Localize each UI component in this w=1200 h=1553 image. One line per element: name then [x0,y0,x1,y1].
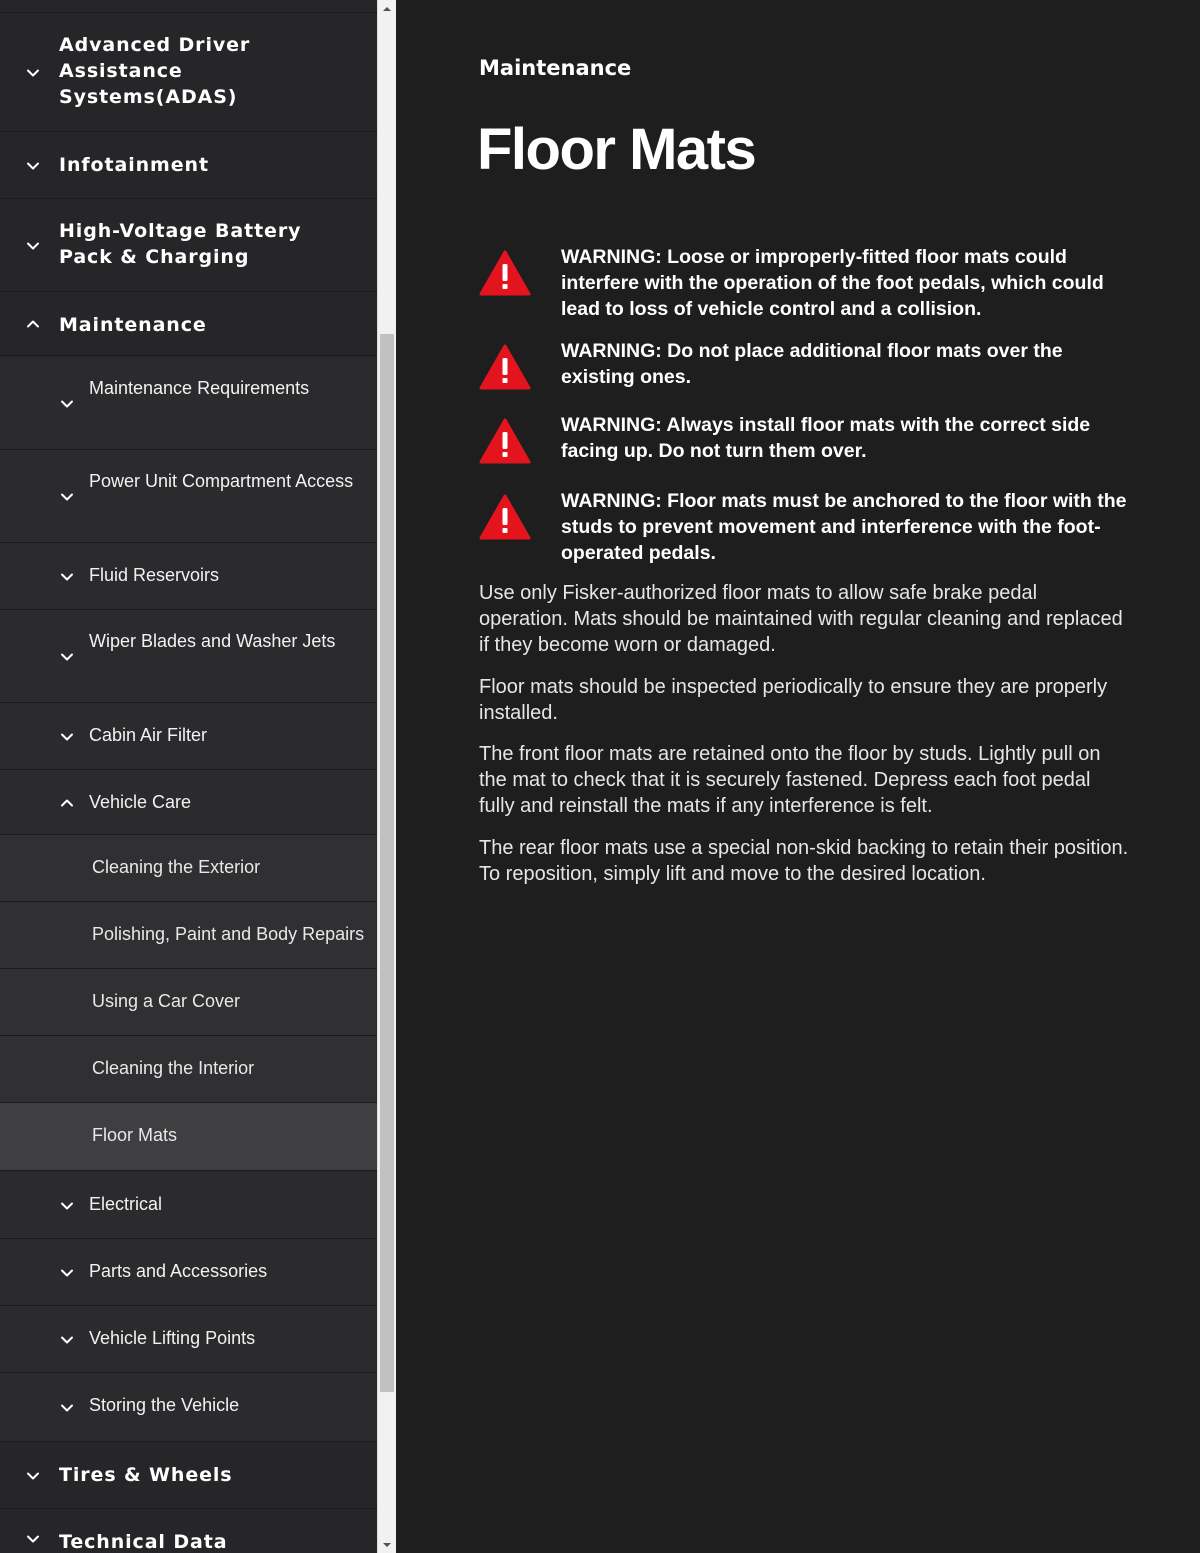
sidebar-item-high-voltage-battery-pack-charging[interactable] [0,199,377,292]
warning-triangle-icon [479,494,531,540]
sidebar-item-using-a-car-cover[interactable] [0,969,377,1036]
sidebar-item-polishing-paint-and-body-repairs[interactable] [0,902,377,969]
chevron-down-icon[interactable] [25,65,41,81]
sidebar-item-tires-wheels[interactable] [0,1442,377,1509]
sidebar-nav [0,0,377,1553]
sidebar-item-label: Cabin Air Filter [89,725,208,745]
sidebar-item-label: Infotainment [59,154,209,176]
sidebar-item-label: Electrical [89,1194,163,1214]
sidebar-item-wiper-blades-and-washer-jets[interactable] [0,610,377,703]
sidebar-item-label: Tires & Wheels [59,1464,233,1486]
warning-triangle-icon [479,344,531,390]
chevron-down-icon[interactable] [25,1468,41,1484]
sidebar-item-label: Technical Data [59,1531,228,1553]
sidebar-item-label: Vehicle Care [89,792,192,812]
chevron-down-icon[interactable] [59,569,75,585]
sidebar-item-label: Maintenance Requirements [89,378,310,398]
scroll-up-arrow-icon[interactable] [378,0,396,17]
sidebar-item-cleaning-the-exterior[interactable] [0,835,377,902]
body-paragraph: Use only Fisker-authorized floor mats to allow safe brake pedal operation. Mats should be maintained with regular cleaning and replaced if they become worn or damaged. [479,582,1123,656]
chevron-down-icon[interactable] [59,1198,75,1214]
sidebar-item-floor-mats[interactable] [0,1103,377,1171]
scrollbar-thumb[interactable] [380,334,394,1392]
sidebar-item-label: Maintenance [59,314,207,336]
sidebar-item-parts-and-accessories[interactable] [0,1239,377,1306]
breadcrumb[interactable]: Maintenance [479,56,632,80]
chevron-down-icon[interactable] [59,649,75,665]
chevron-down-icon[interactable] [25,1531,41,1547]
sidebar-item-infotainment[interactable] [0,132,377,199]
sidebar-item-technical-data[interactable] [0,1509,377,1553]
sidebar-item-label: Cleaning the Exterior [92,857,261,877]
warning-text: WARNING: Floor mats must be anchored to the floor with the studs to prevent movement and interference with the foot-operated pedals. [561,490,1127,564]
warning-text: WARNING: Do not place additional floor mats over the existing ones. [561,340,1063,388]
sidebar-item-electrical[interactable] [0,1172,377,1239]
sidebar-item-maintenance[interactable] [0,292,377,356]
sidebar-item-label: Advanced Driver Assistance Systems(ADAS) [59,34,251,108]
chevron-up-icon[interactable] [25,316,41,332]
sidebar-item-label: Floor Mats [92,1125,178,1145]
sidebar-item-label: Storing the Vehicle [89,1395,240,1415]
sidebar-item-power-unit-compartment-access[interactable] [0,450,377,543]
body-paragraph: The front floor mats are retained onto the floor by studs. Lightly pull on the mat to check that it is securely fastened. Depress each foot pedal fully and reinstall the mats if any interference is felt. [479,743,1101,817]
chevron-down-icon[interactable] [59,1265,75,1281]
sidebar-item-advanced-driver-assistance-systems-adas[interactable] [0,13,377,132]
warning-triangle-icon [479,250,531,296]
main-content [396,0,1200,1553]
sidebar-item-maintenance-requirements[interactable] [0,357,377,450]
scroll-down-arrow-icon[interactable] [378,1536,396,1553]
sidebar-item-vehicle-lifting-points[interactable] [0,1306,377,1373]
sidebar-item-cleaning-the-interior[interactable] [0,1036,377,1103]
chevron-down-icon[interactable] [59,489,75,505]
warning-text: WARNING: Always install floor mats with the correct side facing up. Do not turn them over. [561,414,1091,462]
sidebar-item-label: Using a Car Cover [92,991,241,1011]
chevron-up-icon[interactable] [59,795,75,811]
sidebar-item-storing-the-vehicle[interactable] [0,1373,377,1442]
body-paragraph: The rear floor mats use a special non-skid backing to retain their position. To reposition, simply lift and move to the desired location. [479,837,1129,885]
sidebar-item-cabin-air-filter[interactable] [0,703,377,770]
sidebar-item-fluid-reservoirs[interactable] [0,543,377,610]
sidebar-item-label: Vehicle Lifting Points [89,1328,256,1348]
warning-triangle-icon [479,418,531,464]
chevron-down-icon[interactable] [59,1332,75,1348]
sidebar-item-label: Fluid Reservoirs [89,565,220,585]
sidebar-item-label: Polishing, Paint and Body Repairs [92,924,365,944]
warning-text: WARNING: Loose or improperly-fitted floor mats could interfere with the operation of the foot pedals, which could lead to loss of vehicle control and a collision. [561,246,1104,320]
sidebar-item-label: Parts and Accessories [89,1261,268,1281]
chevron-down-icon[interactable] [59,396,75,412]
sidebar-item-label: Cleaning the Interior [92,1058,255,1078]
chevron-down-icon[interactable] [25,238,41,254]
sidebar-item-label: High-Voltage Battery Pack & Charging [59,220,302,268]
chevron-down-icon[interactable] [59,1400,75,1416]
sidebar-item-label: Wiper Blades and Washer Jets [89,631,336,651]
chevron-down-icon[interactable] [59,729,75,745]
sidebar-item-vehicle-care[interactable] [0,770,377,835]
sidebar-top-strip [0,0,377,13]
sidebar-item-label: Power Unit Compartment Access [89,471,354,491]
page-title: Floor Mats [477,117,756,182]
sidebar-scrollbar[interactable] [377,0,396,1553]
chevron-down-icon[interactable] [25,158,41,174]
body-paragraph: Floor mats should be inspected periodically to ensure they are properly installed. [479,676,1108,724]
